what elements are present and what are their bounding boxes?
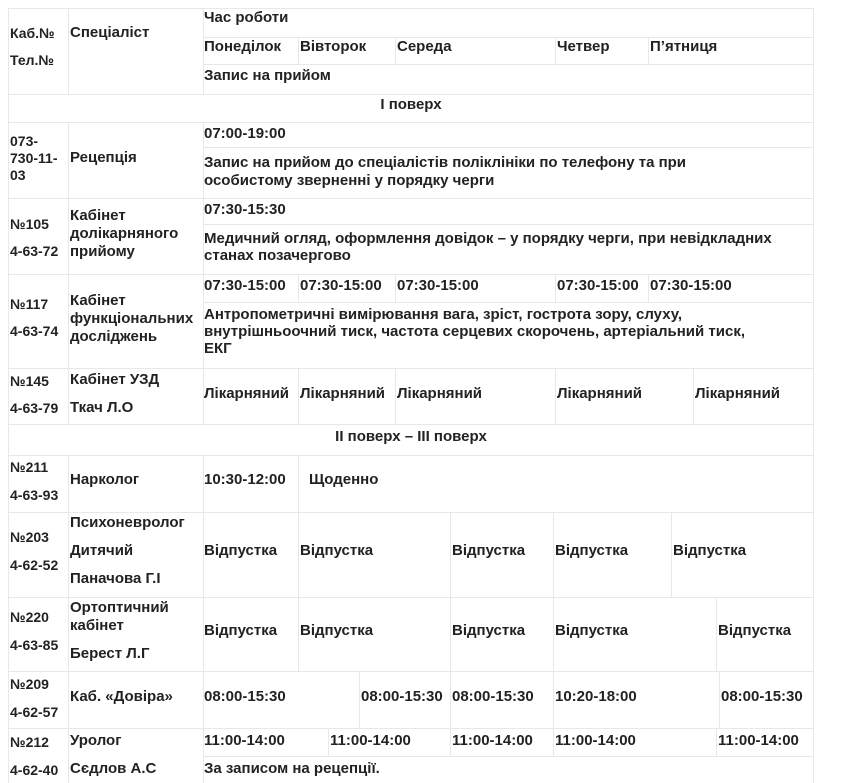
- day-hours: 07:30-15:00: [204, 277, 286, 294]
- grid-line: [8, 8, 814, 9]
- floor-label-1: І поверх: [380, 96, 442, 113]
- day-hours: 08:00-15:30: [721, 688, 803, 705]
- room-phone: 4-62-52: [10, 557, 59, 573]
- grid-line: [8, 8, 9, 783]
- room-phone: 4-63-85: [10, 637, 59, 653]
- room-phone: 4-62-57: [10, 704, 59, 720]
- grid-line: [203, 224, 814, 225]
- grid-line: [555, 37, 556, 64]
- day-hours: 07:30-15:00: [557, 277, 639, 294]
- grid-line: [8, 597, 814, 598]
- room-number: №203: [10, 529, 49, 545]
- header-day-wed: Середа: [397, 38, 452, 55]
- grid-line: [203, 756, 814, 757]
- grid-line: [298, 512, 299, 597]
- grid-line: [716, 597, 717, 671]
- day-status: Відпустка: [452, 542, 526, 559]
- grid-line: [671, 512, 672, 597]
- room-name: Кабінет: [70, 207, 126, 224]
- reception-phone: 730-11-: [10, 150, 58, 166]
- room-phone: 4-63-74: [10, 323, 59, 339]
- doctor-name: Паначова Г.І: [70, 570, 161, 587]
- day-hours: 11:00-14:00: [718, 732, 799, 749]
- room-name: Ортоптичний: [70, 599, 169, 616]
- grid-line: [450, 728, 451, 756]
- day-hours: 07:30-15:00: [650, 277, 732, 294]
- header-day-mon: Понеділок: [204, 38, 282, 55]
- room-note: За записом на рецепції.: [204, 760, 380, 777]
- grid-line: [203, 147, 814, 148]
- room-number: №211: [10, 459, 49, 475]
- day-status: Відпустка: [204, 542, 278, 559]
- grid-line: [68, 122, 69, 424]
- grid-line: [8, 122, 814, 123]
- grid-line: [395, 368, 396, 424]
- room-number: №117: [10, 296, 49, 312]
- day-hours: 11:00-14:00: [452, 732, 533, 749]
- grid-line: [555, 274, 556, 302]
- day-hours: 08:00-15:30: [361, 688, 443, 705]
- day-hours: 07:30-15:00: [397, 277, 479, 294]
- room-phone: 4-63-72: [10, 243, 59, 259]
- grid-line: [8, 455, 814, 456]
- room-hours: 10:30-12:00: [204, 471, 286, 488]
- room-number: №145: [10, 373, 49, 389]
- day-status: Відпустка: [673, 542, 747, 559]
- grid-line: [395, 274, 396, 302]
- room-daily: Щоденно: [309, 471, 379, 488]
- room-number: №212: [10, 734, 49, 750]
- grid-line: [203, 37, 814, 38]
- grid-line: [8, 198, 814, 199]
- header-day-thu: Четвер: [557, 38, 610, 55]
- reception-phone: 03: [10, 167, 26, 183]
- grid-line: [298, 597, 299, 671]
- grid-line: [450, 597, 451, 671]
- room-name: Нарколог: [70, 471, 140, 488]
- grid-line: [716, 728, 717, 756]
- grid-line: [298, 455, 299, 512]
- grid-line: [8, 274, 814, 275]
- day-status: Лікарняний: [397, 385, 483, 402]
- grid-line: [8, 728, 814, 729]
- room-name: долікарняного: [70, 225, 179, 242]
- grid-line: [8, 424, 814, 425]
- header-day-tue: Вівторок: [300, 38, 367, 55]
- room-name: Дитячий: [70, 542, 134, 559]
- grid-line: [359, 671, 360, 728]
- grid-line: [648, 274, 649, 302]
- room-note: внутрішньоочний тиск, частота серцевих скорочень, артеріальний тиск,: [204, 323, 746, 340]
- floor-label-2: ІІ поверх – ІІІ поверх: [335, 428, 487, 445]
- reception-note: Запис на прийом до спеціалістів поліклініки по телефону та при: [204, 154, 687, 171]
- grid-line: [203, 64, 814, 65]
- grid-line: [553, 728, 554, 756]
- grid-line: [450, 671, 451, 728]
- room-name: досліджень: [70, 328, 158, 345]
- room-phone: 4-62-40: [10, 762, 59, 778]
- room-name: кабінет: [70, 617, 124, 634]
- day-hours: 07:30-15:00: [300, 277, 382, 294]
- grid-line: [298, 368, 299, 424]
- day-status: Відпустка: [555, 542, 629, 559]
- doctor-name: Ткач Л.О: [70, 399, 134, 416]
- day-status: Відпустка: [718, 622, 792, 639]
- room-note: ЕКГ: [204, 340, 232, 357]
- room-name: прийому: [70, 243, 135, 260]
- grid-line: [395, 37, 396, 64]
- day-status: Відпустка: [555, 622, 629, 639]
- header-work-time: Час роботи: [204, 9, 289, 26]
- room-phone: 4-63-93: [10, 487, 59, 503]
- day-status: Лікарняний: [300, 385, 386, 402]
- room-name: Уролог: [70, 732, 122, 749]
- grid-line: [8, 94, 814, 95]
- doctor-name: Сєдлов А.С: [70, 760, 157, 777]
- room-name: Каб. «Довіра»: [70, 688, 173, 705]
- day-status: Відпустка: [204, 622, 278, 639]
- grid-line: [693, 368, 694, 424]
- day-status: Відпустка: [452, 622, 526, 639]
- grid-line: [8, 671, 814, 672]
- day-status: Лікарняний: [204, 385, 290, 402]
- day-hours: 11:00-14:00: [204, 732, 285, 749]
- grid-line: [8, 512, 814, 513]
- room-note: станах позачергово: [204, 247, 351, 264]
- room-number: №220: [10, 609, 49, 625]
- grid-line: [298, 37, 299, 64]
- day-hours: 11:00-14:00: [555, 732, 636, 749]
- header-appointment: Запис на прийом: [204, 67, 331, 84]
- header-phone-no: Тел.№: [10, 52, 55, 68]
- day-status: Лікарняний: [557, 385, 643, 402]
- grid-line: [298, 274, 299, 302]
- reception-note: особистому зверненні у порядку черги: [204, 172, 495, 189]
- room-number: №105: [10, 216, 49, 232]
- room-note: Антропометричні вимірювання вага, зріст, гострота зору, слуху,: [204, 306, 683, 323]
- room-note: Медичний огляд, оформлення довідок – у порядку черги, при невідкладних: [204, 230, 772, 247]
- grid-line: [813, 8, 814, 783]
- day-status: Відпустка: [300, 622, 374, 639]
- day-hours: 11:00-14:00: [330, 732, 411, 749]
- room-name: функціональних: [70, 310, 194, 327]
- grid-line: [203, 302, 814, 303]
- room-number: №209: [10, 676, 49, 692]
- grid-line: [555, 368, 556, 424]
- room-name: Психоневролог: [70, 514, 185, 531]
- day-hours: 08:00-15:30: [452, 688, 534, 705]
- header-day-fri: П’ятниця: [650, 38, 718, 55]
- header-room-no: Каб.№: [10, 25, 55, 41]
- grid-line: [553, 597, 554, 671]
- grid-line: [68, 8, 69, 94]
- grid-line: [553, 671, 554, 728]
- grid-line: [450, 512, 451, 597]
- header-specialist: Спеціаліст: [70, 24, 150, 41]
- day-status: Відпустка: [300, 542, 374, 559]
- day-hours: 08:00-15:30: [204, 688, 286, 705]
- reception-hours: 07:00-19:00: [204, 125, 286, 142]
- day-status: Лікарняний: [695, 385, 781, 402]
- grid-line: [328, 728, 329, 756]
- doctor-name: Берест Л.Г: [70, 645, 150, 662]
- room-hours: 07:30-15:30: [204, 201, 286, 218]
- day-hours: 10:20-18:00: [555, 688, 637, 705]
- room-name: Кабінет УЗД: [70, 371, 160, 388]
- reception-name: Рецепція: [70, 149, 137, 166]
- reception-phone: 073-: [10, 133, 39, 149]
- grid-line: [719, 671, 720, 728]
- room-name: Кабінет: [70, 292, 126, 309]
- grid-line: [68, 455, 69, 783]
- grid-line: [648, 37, 649, 64]
- room-phone: 4-63-79: [10, 400, 59, 416]
- grid-line: [553, 512, 554, 597]
